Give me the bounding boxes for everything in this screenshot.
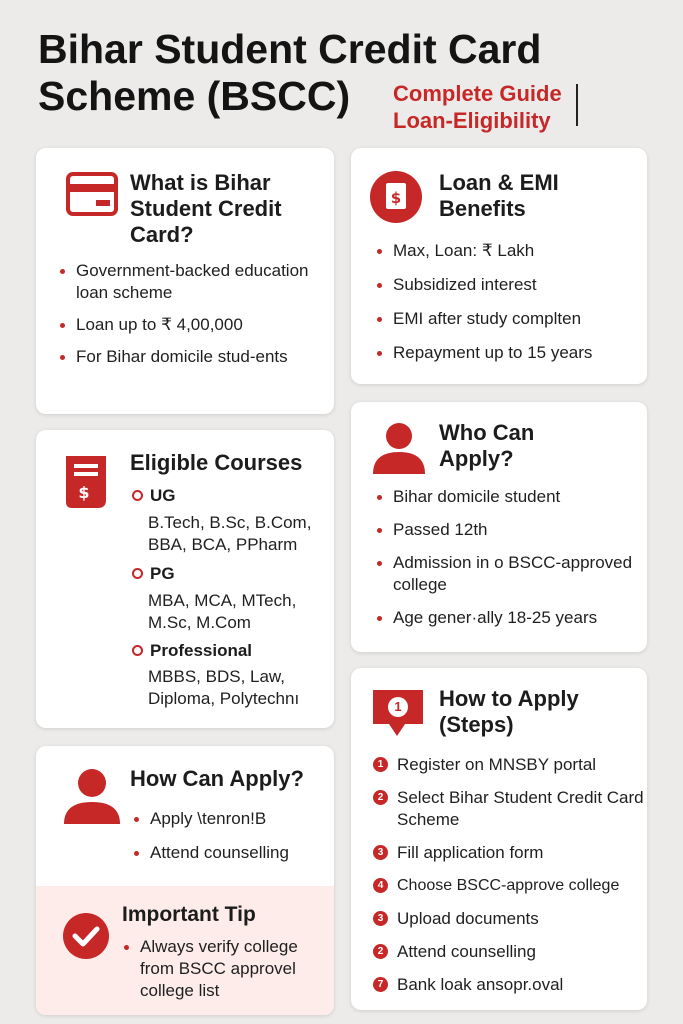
subtitle bbox=[393, 80, 562, 134]
course-group-professional: Professional bbox=[132, 641, 252, 661]
course-group-professional-list: MBBS, BDS, Law, Diploma, Polytechnı bbox=[148, 667, 300, 708]
check-circle-icon bbox=[62, 912, 110, 965]
step-item bbox=[373, 787, 645, 831]
list-item: EMI after study complten bbox=[375, 308, 639, 330]
step-text: Upload documents bbox=[397, 909, 539, 928]
courses-title: Eligible Courses bbox=[130, 450, 303, 475]
title-line-1: Bihar Student Credit Card bbox=[38, 26, 542, 72]
subtitle-line-1: Complete Guide bbox=[393, 81, 562, 106]
list-item: Passed 12th bbox=[375, 519, 639, 541]
how-can-apply-title: How Can Apply? bbox=[130, 766, 304, 791]
tip-text: Always verify college from BSCC approvel college list bbox=[122, 936, 322, 1002]
credit-card-icon bbox=[66, 170, 118, 223]
step-text: Fill application form bbox=[397, 843, 544, 862]
how-can-apply-card bbox=[36, 746, 334, 1015]
what-is-card bbox=[36, 148, 334, 414]
list-item: Max, Loan: ₹ Lakh bbox=[375, 240, 639, 262]
person-icon bbox=[371, 420, 427, 481]
how-to-apply-title: How to Apply (Steps) bbox=[439, 686, 579, 737]
list-item: Loan up to ₹ 4,00,000 bbox=[58, 314, 318, 336]
step-number: 3 bbox=[373, 911, 388, 926]
subtitle-line-2: Loan-Eligibility bbox=[393, 108, 551, 133]
step-text: Attend counselling bbox=[397, 942, 536, 961]
course-group-pg: PG bbox=[132, 564, 175, 584]
who-can-apply-list bbox=[375, 486, 639, 629]
list-item: For Bihar domicile stud-ents bbox=[58, 346, 318, 368]
svg-text:$: $ bbox=[78, 483, 90, 502]
important-tip bbox=[36, 886, 334, 1015]
step-item bbox=[373, 875, 645, 897]
step-number: 7 bbox=[373, 977, 388, 992]
loan-emi-title: Loan & EMI Benefits bbox=[439, 170, 559, 221]
step-item bbox=[373, 908, 645, 930]
step-item bbox=[373, 754, 645, 776]
chat-bubble-icon bbox=[371, 688, 425, 743]
step-number: 1 bbox=[373, 757, 388, 772]
step-item bbox=[373, 974, 645, 996]
loan-emi-list bbox=[375, 240, 639, 364]
how-to-apply-card bbox=[351, 668, 647, 1010]
list-item: Bihar domicile student bbox=[375, 486, 639, 508]
list-item: Government-backed education loan scheme bbox=[58, 260, 318, 304]
what-is-title: What is Bihar Student Credit Card? bbox=[130, 170, 282, 247]
step-number: 2 bbox=[373, 944, 388, 959]
receipt-rupee-icon bbox=[62, 452, 110, 515]
step-number: 2 bbox=[373, 790, 388, 805]
list-item: Admission in o BSCC-approved college bbox=[375, 552, 639, 596]
loan-emi-card bbox=[351, 148, 647, 384]
who-can-apply-title: Who Can Apply? bbox=[439, 420, 535, 471]
step-number: 3 bbox=[373, 845, 388, 860]
list-item: Repayment up to 15 years bbox=[375, 342, 639, 364]
step-number: 4 bbox=[373, 878, 388, 893]
how-can-apply-list bbox=[132, 808, 328, 864]
what-is-list bbox=[58, 260, 318, 368]
list-item: Age gener·ally 18-25 years bbox=[375, 607, 639, 629]
tip-list bbox=[122, 936, 322, 1002]
title-line-2: Scheme (BSCC) bbox=[38, 73, 351, 119]
rupee-coin-icon bbox=[369, 170, 423, 229]
steps-list bbox=[373, 754, 645, 996]
who-can-apply-card bbox=[351, 402, 647, 652]
eligible-courses-card bbox=[36, 430, 334, 728]
list-item: Apply \tenron!B bbox=[132, 808, 328, 830]
step-text: Bank loak ansopr.oval bbox=[397, 975, 564, 994]
list-item: Subsidized interest bbox=[375, 274, 639, 296]
course-group-ug-list: B.Tech, B.Sc, B.Com, BBA, BCA, PPharm bbox=[148, 513, 312, 554]
svg-text:$: $ bbox=[390, 189, 402, 207]
step-item bbox=[373, 842, 645, 864]
tip-title: Important Tip bbox=[122, 903, 256, 926]
chat-badge-number: 1 bbox=[394, 699, 402, 714]
course-group-pg-list: MBA, MCA, MTech, M.Sc, M.Com bbox=[148, 591, 297, 632]
subtitle-divider bbox=[576, 84, 578, 126]
person-icon bbox=[62, 766, 122, 831]
step-text: Register on MNSBY portal bbox=[397, 755, 597, 774]
course-group-ug: UG bbox=[132, 486, 176, 506]
list-item: Attend counselling bbox=[132, 842, 328, 864]
step-item bbox=[373, 941, 645, 963]
step-text: Choose BSCC-approve college bbox=[397, 877, 620, 894]
step-text: Select Bihar Student Credit Card Scheme bbox=[397, 788, 644, 829]
page-title bbox=[38, 26, 658, 133]
